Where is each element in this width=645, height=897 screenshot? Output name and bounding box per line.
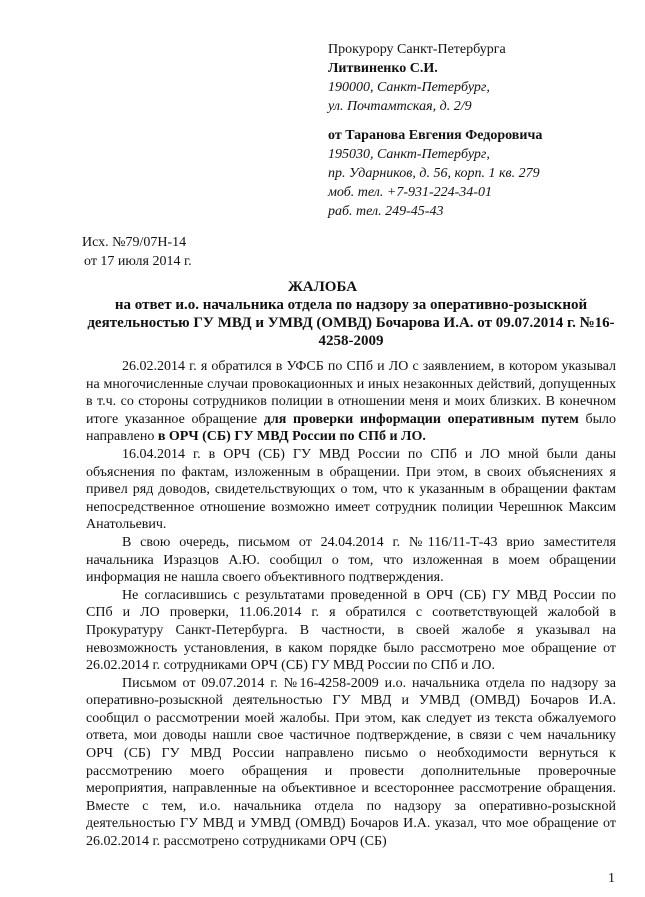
document-body xyxy=(86,358,616,851)
recipient-title: Прокурору Санкт-Петербурга xyxy=(328,42,506,57)
paragraph-2: 16.04.2014 г. в ОРЧ (СБ) ГУ МВД России по СПб и ЛО мной были даны объяснения по фактам, изложенным в обращении. При этом, в своих объяснениях я привел ряд доводов, свидетельствующих о том, что к указанным в обращении фактам непосредственное отношение возможно имеет сотрудник полиции Черешнюк Максим Анатольевич. xyxy=(86,446,616,533)
page-number: 1 xyxy=(608,871,615,886)
recipient-address-line-1: 190000, Санкт-Петербург, xyxy=(328,80,490,95)
recipient-address-line-2: ул. Почтамтская, д. 2/9 xyxy=(328,99,472,114)
emphasis-verification: для проверки информации оперативным путем xyxy=(263,411,579,427)
sender-mobile-phone: моб. тел. +7-931-224-34-01 xyxy=(328,185,492,200)
sender-work-phone: раб. тел. 249-45-43 xyxy=(328,204,444,219)
outgoing-date: от 17 июля 2014 г. xyxy=(84,254,192,269)
sender-address-line-1: 195030, Санкт-Петербург, xyxy=(328,147,490,162)
paragraph-4: Не согласившись с результатами проведенной в ОРЧ (СБ) ГУ МВД России по СПб и ЛО проверки, 11.06.2014 г. я обратился с соответствующей жалобой в Прокуратуру Санкт-Петербурга. В частности, в своей жалобе я указывал на невозможность установления, в каком порядке было рассмотрено мое обращение от 26.02.2014 г. сотрудниками ОРЧ (СБ) ГУ МВД России по СПб и ЛО. xyxy=(86,587,616,674)
sender-address-line-2: пр. Ударников, д. 56, корп. 1 кв. 279 xyxy=(328,166,540,181)
outgoing-reference xyxy=(82,233,192,271)
recipient-name: Литвиненко С.И. xyxy=(328,61,438,76)
emphasis-orch: в ОРЧ (СБ) ГУ МВД России по СПб и ЛО xyxy=(157,429,423,445)
paragraph-1: 26.02.2014 г. я обратился в УФСБ по СПб и ЛО с заявлением, в котором указывал на многочисленные случаи провокационных и иных незаконных действий, допущенных в т.ч. со стороны сотрудников полиции в отношении меня и моих близких. В конечном итоге указанное обращение для проверки информации оперативным путем было направлено в ОРЧ (СБ) ГУ МВД России по СПб и ЛО. xyxy=(86,359,616,445)
document-subtitle: на ответ и.о. начальника отдела по надзору за оперативно-розыскной деятельностью ГУ МВД и УМВД (ОМВД) Бочарова И.А. от 09.07.2014 г. №16-4258-2009 xyxy=(87,297,615,349)
paragraph-5: Письмом от 09.07.2014 г. №16-4258-2009 и.о. начальника отдела по надзору за оперативно-розыскной деятельностью ГУ МВД и УМВД (ОМВД) Бочаров И.А. сообщил о рассмотрении моей жалобы. При этом, как следует из текста обжалуемого ответа, мои доводы нашли свое частичное подтверждение, в связи с чем начальнику ОРЧ (СБ) ГУ МВД России направлено письмо о необходимости вернуться к рассмотрению моего обращения и провести дополнительные проверочные мероприятия, направленные на объективное и всестороннее рассмотрение обращения. Вместе с тем, и.о. начальника отдела по надзору за оперативно-розыскной деятельностью ГУ МВД и УМВД (ОМВД) Бочаров И.А. указал, что мое обращение от 26.02.2014 г. рассмотрено сотрудниками ОРЧ (СБ) xyxy=(86,675,616,850)
document-title: ЖАЛОБА xyxy=(287,279,358,295)
paragraph-3: В свою очередь, письмом от 24.04.2014 г. №116/11-Т-43 врио заместителя начальника Изразцов А.Ю. сообщил о том, что изложенная в моем обращении информация не нашла своего объективного подтверждения. xyxy=(86,534,616,586)
sender-block xyxy=(328,126,542,221)
outgoing-number: Исх. №79/07Н-14 xyxy=(82,235,187,250)
recipient-block xyxy=(328,40,506,116)
sender-name: от Таранова Евгения Федоровича xyxy=(328,128,543,143)
